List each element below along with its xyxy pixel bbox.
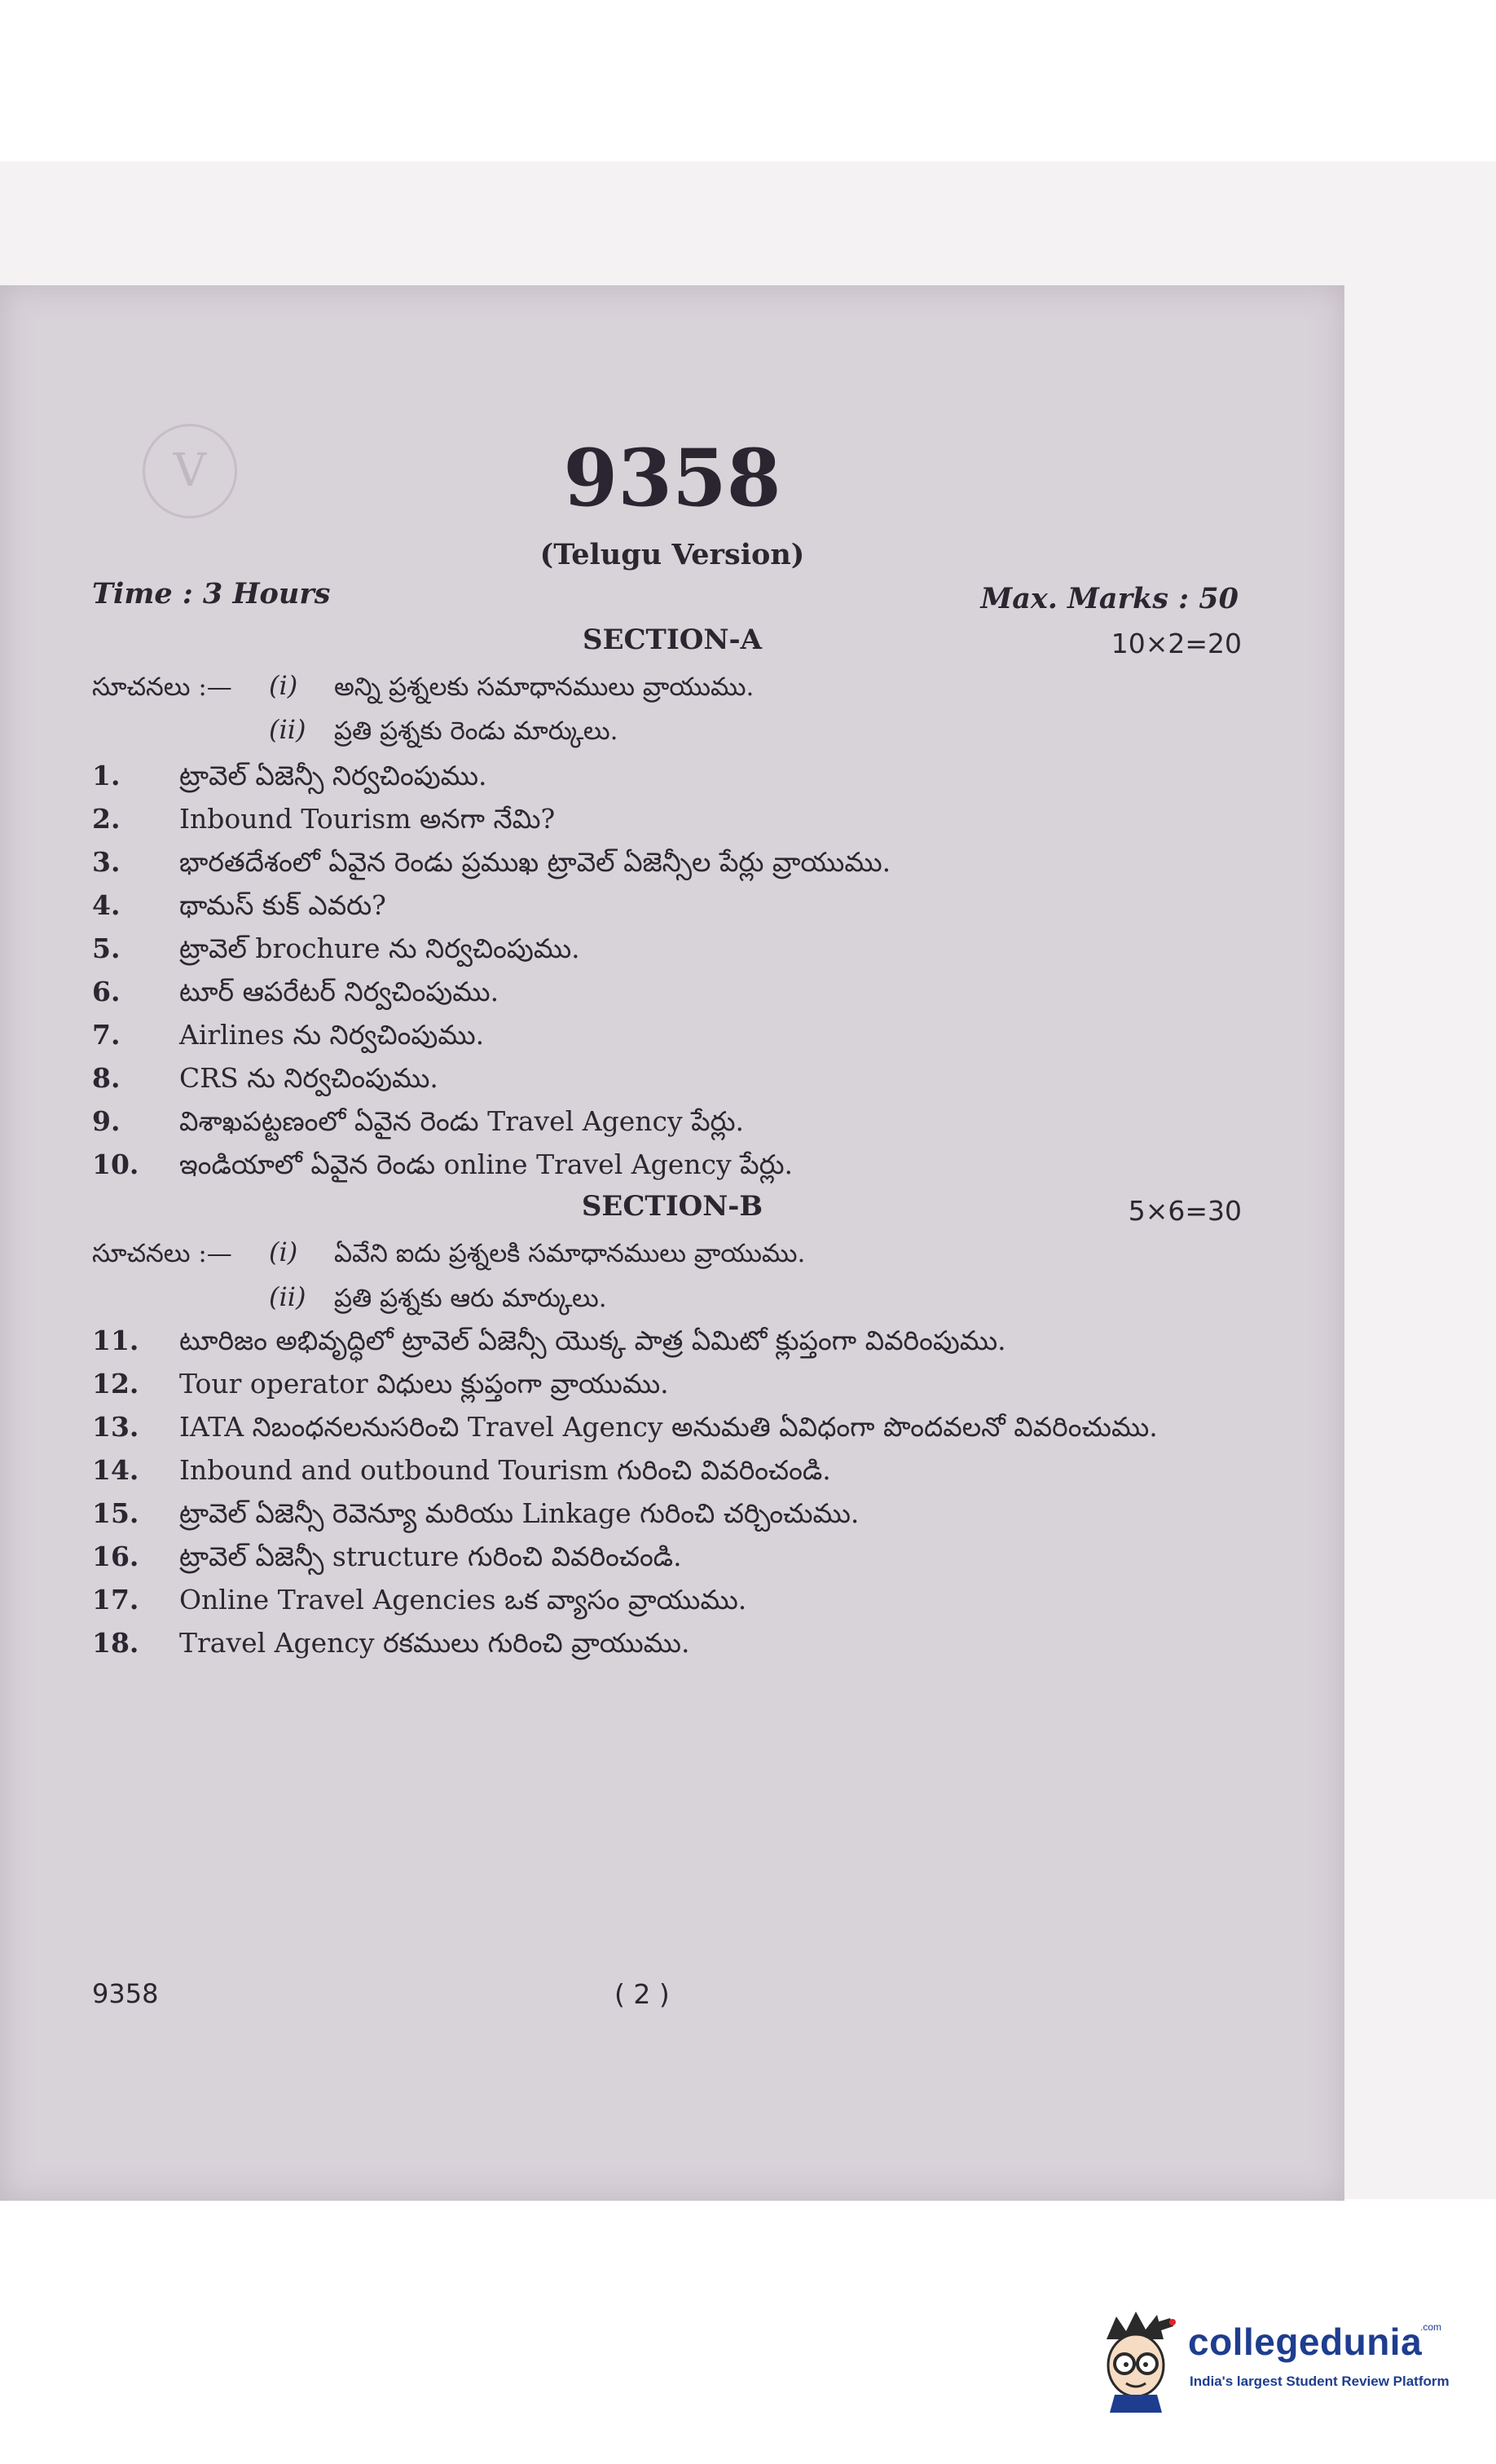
section-a-heading: SECTION-A [583, 624, 762, 656]
question-number: 8. [92, 1062, 121, 1094]
question-number: 5. [92, 932, 121, 964]
question-text: Airlines ను నిర్వచింపుము. [179, 1019, 485, 1051]
question-number: 18. [92, 1627, 139, 1659]
time-allowed: Time : 3 Hours [92, 577, 331, 610]
section-a-note-number: (ii) [269, 714, 306, 745]
question-text: విశాఖపట్టణంలో ఏవైన రెండు Travel Agency పేర్లు. [179, 1105, 745, 1137]
question-number: 9. [92, 1105, 121, 1137]
paper-code: 9358 [563, 432, 781, 524]
question-text: భారతదేశంలో ఏవైన రెండు ప్రముఖ ట్రావెల్ ఏజెన్సీల పేర్లు వ్రాయుము. [179, 846, 891, 878]
faint-stamp: V [143, 424, 237, 518]
question-text: IATA నిబంధనలనుసరించి Travel Agency అనుమతి ఏవిధంగా పొందవలనో వివరించుము. [179, 1411, 1158, 1443]
section-b-note-text: ప్రతి ప్రశ్నకు ఆరు మార్కులు. [334, 1284, 607, 1313]
question-number: 13. [92, 1411, 139, 1443]
section-a-notes-label: సూచనలు :— [92, 672, 232, 702]
section-a-note-text: అన్ని ప్రశ్నలకు సమాధానములు వ్రాయుము. [334, 672, 755, 702]
question-text: ట్రావెల్ ఏజెన్సీ నిర్వచింపుము. [179, 760, 487, 791]
question-number: 1. [92, 760, 121, 791]
question-number: 15. [92, 1497, 139, 1529]
question-text: ఇండియాలో ఏవైన రెండు online Travel Agency పేర్లు. [179, 1148, 794, 1180]
collegedunia-logo[interactable] [1092, 2307, 1483, 2421]
question-number: 6. [92, 976, 121, 1007]
section-b-note-number: (i) [269, 1236, 298, 1267]
section-a-marks: 10×2=20 [1111, 628, 1242, 659]
question-text: థామస్ కుక్ ఎవరు? [179, 889, 386, 921]
question-text: Inbound and outbound Tourism గురించి వివరించండి. [179, 1454, 831, 1486]
brand-suffix: .com [1420, 2321, 1442, 2333]
question-number: 14. [92, 1454, 139, 1486]
section-b-note-number: (ii) [269, 1281, 306, 1312]
question-number: 17. [92, 1584, 139, 1615]
question-text: CRS ను నిర్వచింపుము. [179, 1062, 438, 1094]
question-text: టూరిజం అభివృద్ధిలో ట్రావెల్ ఏజెన్సీ యొక్క పాత్ర ఏమిటో క్లుప్తంగా వివరింపుము. [179, 1325, 1006, 1356]
question-text: Tour operator విధులు క్లుప్తంగా వ్రాయుము. [179, 1368, 669, 1399]
question-text: Online Travel Agencies ఒక వ్యాసం వ్రాయుము. [179, 1584, 747, 1615]
question-number: 2. [92, 803, 121, 835]
question-number: 10. [92, 1148, 139, 1180]
question-number: 16. [92, 1541, 139, 1572]
question-number: 12. [92, 1368, 139, 1399]
section-a-note-number: (i) [269, 670, 298, 701]
section-b-notes-label: సూచనలు :— [92, 1239, 232, 1268]
section-a-note-text: ప్రతి ప్రశ్నకు రెండు మార్కులు. [334, 716, 618, 746]
question-text: టూర్ ఆపరేటర్ నిర్వచింపుము. [179, 976, 499, 1007]
question-text: Travel Agency రకములు గురించి వ్రాయుము. [179, 1627, 690, 1659]
question-number: 7. [92, 1019, 121, 1051]
question-number: 4. [92, 889, 121, 921]
brand-tagline: India's largest Student Review Platform [1190, 2374, 1450, 2389]
question-text: Inbound Tourism అనగా నేమి? [179, 803, 556, 835]
question-number: 11. [92, 1325, 139, 1356]
section-b-marks: 5×6=30 [1128, 1195, 1242, 1227]
brand-name: collegedunia [1188, 2321, 1423, 2363]
question-number: 3. [92, 846, 121, 878]
section-b-heading: SECTION-B [581, 1190, 763, 1223]
section-b-note-text: ఏవేని ఐదు ప్రశ్నలకి సమాధానములు వ్రాయుము. [334, 1239, 806, 1268]
paper-version: (Telugu Version) [539, 538, 805, 571]
max-marks: Max. Marks : 50 [980, 582, 1239, 615]
footer-paper-code: 9358 [92, 1978, 159, 2009]
mascot-icon [1092, 2307, 1181, 2413]
question-text: ట్రావెల్ brochure ను నిర్వచింపుము. [179, 932, 580, 964]
question-text: ట్రావెల్ ఏజెన్సీ రెవెన్యూ మరియు Linkage గురించి చర్చించుము. [179, 1497, 860, 1529]
question-text: ట్రావెల్ ఏజెన్సీ structure గురించి వివరించండి. [179, 1541, 682, 1572]
page-number: ( 2 ) [614, 1978, 670, 2010]
